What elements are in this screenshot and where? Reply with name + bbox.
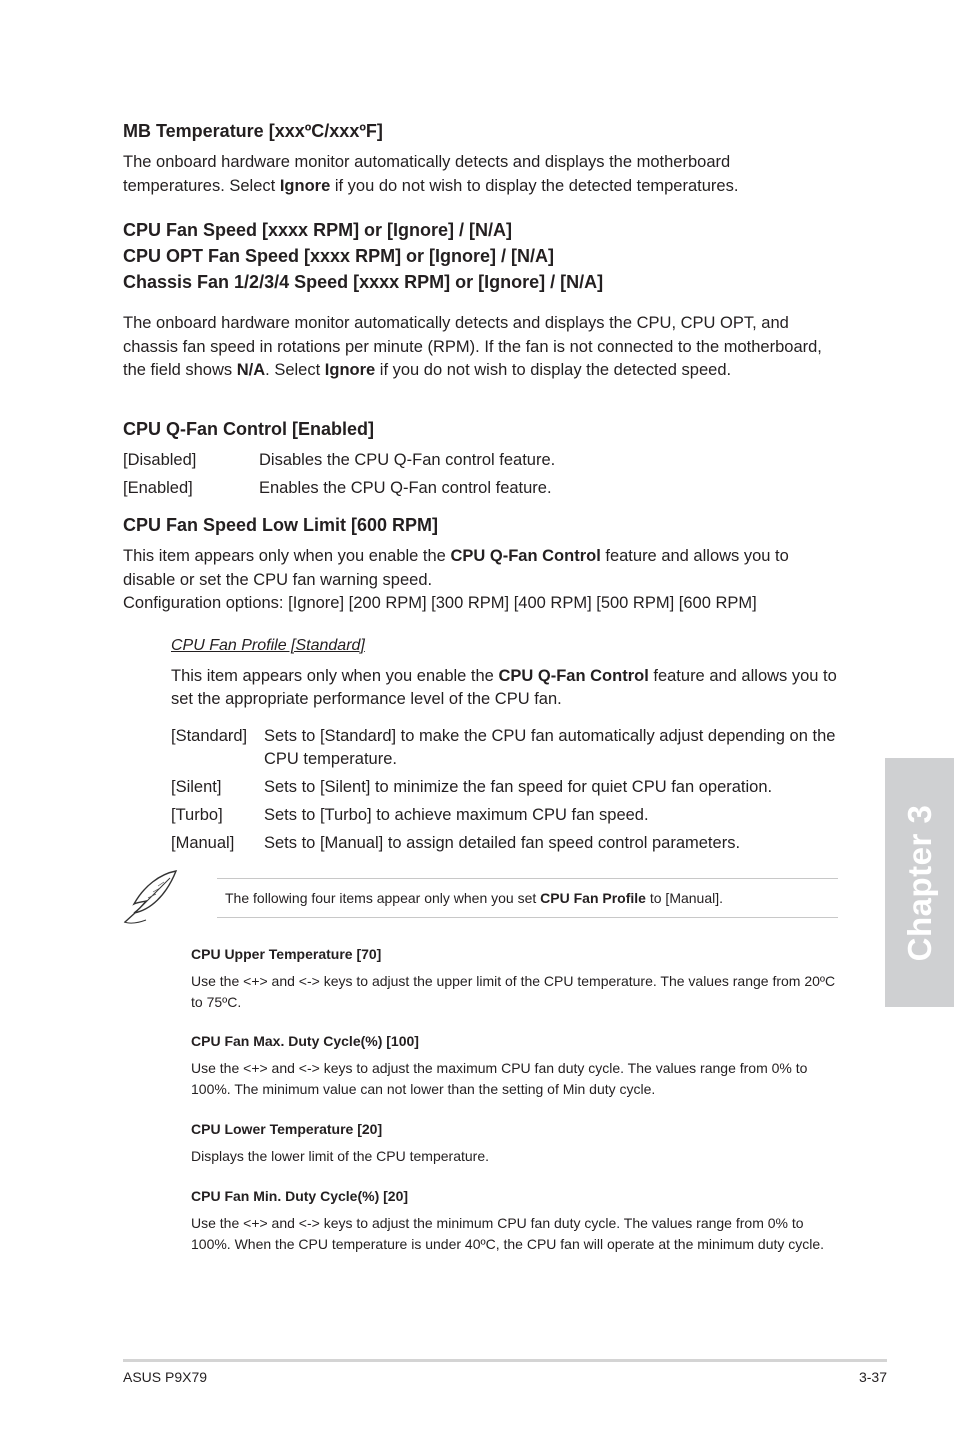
bold-text: Ignore	[324, 361, 376, 379]
section-title-chassis-fan: Chassis Fan 1/2/3/4 Speed [xxxx RPM] or [Ignore] / [N/A]	[123, 272, 604, 292]
sub-item-body: Use the <+> and <-> keys to adjust the minimum CPU fan duty cycle. The values range from 0% to 100%. When the CPU temperature is under 40ºC, the CPU fan will operate at the minimum duty cycle.	[191, 1215, 825, 1252]
sub-item-upper-temp	[191, 944, 841, 1012]
bold-text: CPU Q-Fan Control	[498, 666, 649, 685]
sub-item-min-duty	[191, 1186, 841, 1254]
section-fan-profile	[171, 634, 841, 855]
text: feature and allows you to set the appropriate performance level of the CPU fan.	[171, 666, 837, 708]
sub-item-body: Displays the lower limit of the CPU temperature.	[191, 1148, 489, 1164]
option-row	[171, 804, 841, 828]
bold-text: CPU Fan Profile	[540, 890, 646, 906]
footer-page-number: 3-37	[858, 1369, 887, 1385]
section-fan-speed	[123, 217, 823, 383]
section-title-cpu-opt-fan: CPU OPT Fan Speed [xxxx RPM] or [Ignore] / [N/A]	[123, 246, 555, 266]
section-body	[123, 151, 823, 198]
section-title: MB Temperature [xxxºC/xxxºF]	[123, 121, 383, 141]
feather-pen-icon	[120, 868, 182, 928]
sub-item-title: CPU Upper Temperature [70]	[191, 946, 382, 962]
sub-item-title: CPU Fan Min. Duty Cycle(%) [20]	[191, 1188, 409, 1204]
option-row	[171, 776, 841, 800]
option-desc: Sets to [Turbo] to achieve maximum CPU fan speed.	[264, 806, 649, 824]
option-row	[123, 449, 823, 473]
sub-item-body: Use the <+> and <-> keys to adjust the upper limit of the CPU temperature. The values range from 20ºC to 75ºC.	[191, 973, 836, 1010]
option-key: [Disabled]	[123, 451, 197, 469]
option-key: [Turbo]	[171, 806, 223, 824]
option-key: [Silent]	[171, 777, 222, 796]
bold-text: N/A	[236, 361, 266, 379]
chapter-tab	[885, 758, 954, 1007]
sub-item-max-duty	[191, 1031, 841, 1099]
footer-divider	[123, 1359, 887, 1362]
subsection-title: CPU Fan Profile [Standard]	[171, 637, 365, 654]
section-body	[123, 312, 823, 383]
option-desc: Disables the CPU Q-Fan control feature.	[259, 451, 556, 469]
option-desc: Sets to [Manual] to assign detailed fan speed control parameters.	[264, 833, 741, 852]
option-key: [Standard]	[171, 726, 248, 745]
option-row	[171, 832, 841, 856]
option-desc: Sets to [Standard] to make the CPU fan automatically adjust depending on the CPU temperature.	[264, 726, 836, 768]
section-body	[123, 545, 828, 592]
text: The onboard hardware monitor automatically detects and displays the motherboard temperatures. Select	[123, 153, 731, 195]
section-title: CPU Q-Fan Control [Enabled]	[123, 419, 374, 439]
text: . Select	[265, 361, 325, 379]
section-mb-temperature	[123, 118, 823, 198]
bold-text: Ignore	[279, 176, 331, 195]
section-qfan-control	[123, 416, 823, 500]
option-row	[123, 477, 823, 501]
sub-item-lower-temp	[191, 1119, 841, 1167]
section-title-cpu-fan: CPU Fan Speed [xxxx RPM] or [Ignore] / [N/A]	[123, 220, 513, 240]
text: if you do not wish to display the detected speed.	[375, 361, 732, 379]
note-box	[217, 878, 838, 918]
text: feature and allows you to disable or set the CPU fan warning speed.	[123, 547, 789, 589]
text: This item appears only when you enable the	[171, 666, 499, 685]
section-title: CPU Fan Speed Low Limit [600 RPM]	[123, 515, 439, 535]
sub-item-title: CPU Lower Temperature [20]	[191, 1121, 383, 1137]
text: if you do not wish to display the detected temperatures.	[330, 176, 739, 195]
text: This item appears only when you enable the	[123, 547, 451, 565]
option-desc: Sets to [Silent] to minimize the fan speed for quiet CPU fan operation.	[264, 777, 773, 796]
text: The onboard hardware monitor automatically detects and displays the CPU, CPU OPT, and chassis fan speed in rotations per minute (RPM). If the fan is not connected to the motherboard, the field shows	[123, 314, 822, 379]
option-desc: Enables the CPU Q-Fan control feature.	[259, 478, 552, 497]
sub-item-body: Use the <+> and <-> keys to adjust the maximum CPU fan duty cycle. The values range from 0% to 100%. The minimum value can not lower than the setting of Min duty cycle.	[191, 1060, 808, 1097]
option-key: [Enabled]	[123, 478, 193, 497]
text: The following four items appear only when you set	[225, 890, 541, 906]
sub-item-title: CPU Fan Max. Duty Cycle(%) [100]	[191, 1033, 419, 1049]
bold-text: CPU Q-Fan Control	[450, 547, 601, 565]
chapter-tab-label: Chapter 3	[900, 804, 938, 961]
section-low-limit	[123, 512, 828, 616]
text: to [Manual].	[645, 890, 724, 906]
config-options: Configuration options: [Ignore] [200 RPM] [300 RPM] [400 RPM] [500 RPM] [600 RPM]	[123, 594, 757, 612]
subsection-body	[171, 665, 841, 712]
footer-product: ASUS P9X79	[123, 1369, 208, 1385]
option-row	[171, 725, 841, 772]
option-key: [Manual]	[171, 833, 235, 852]
